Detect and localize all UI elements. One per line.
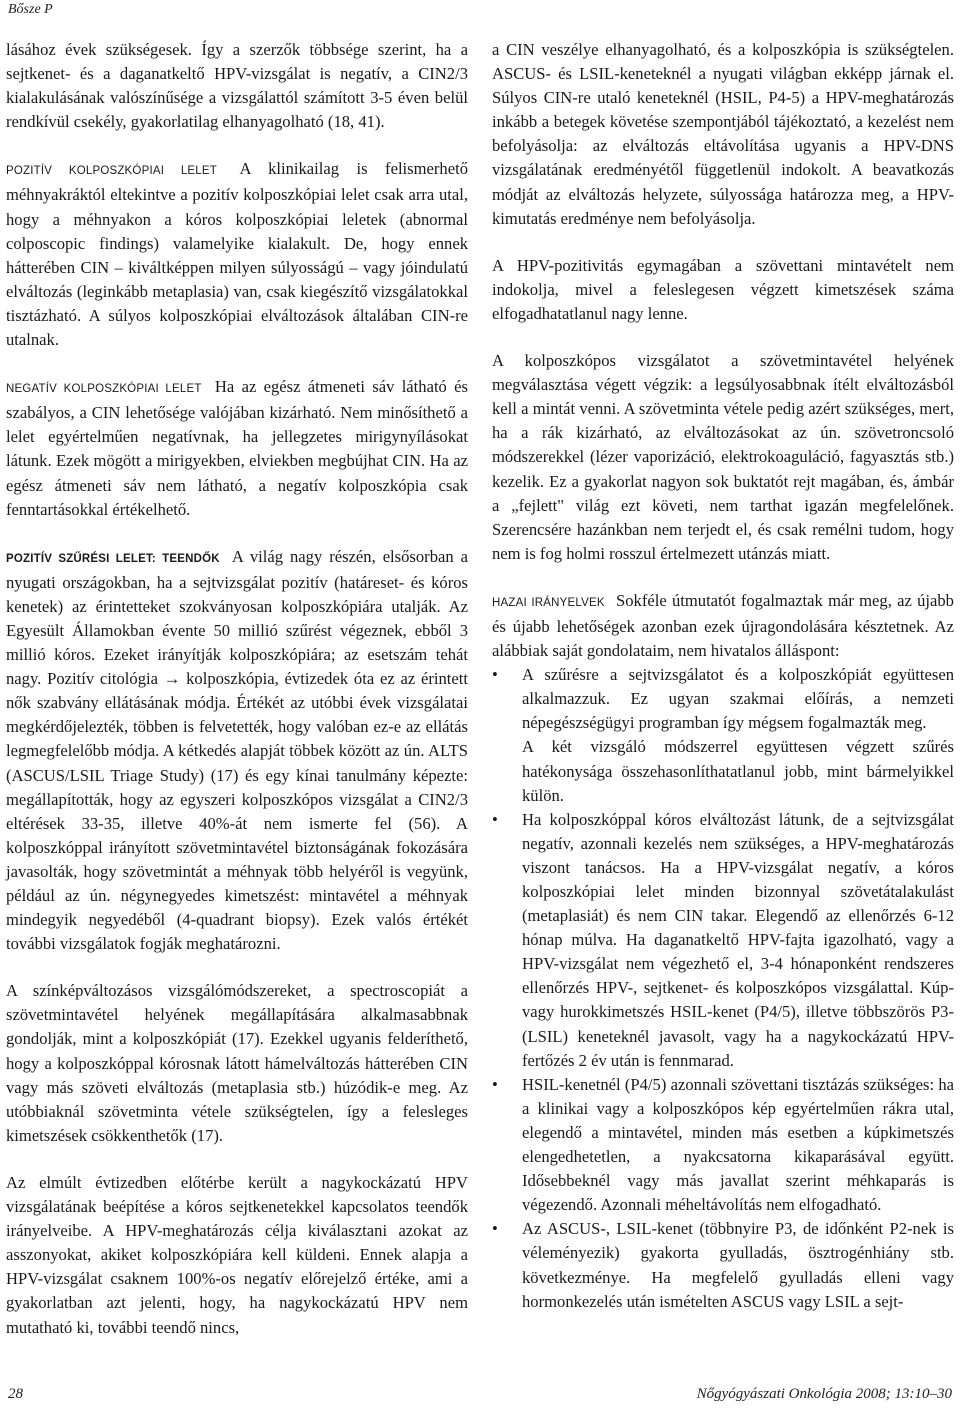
paragraph: A kolposzkópos vizsgálatot a szövetmintavétel helyének megválasztása végett végzik: a legsúlyosabbnak ítélt elváltozásból kell a mintát venni. A szövetminta vétele pedig azért szükséges, mert, ha a rák kizárható, az elváltozásokat az ún. szövetroncsoló módszerekkel (lézer vaporizáció, elektrokoaguláció, fagyasztás stb.) kezelik. Ez a gyakorlat nagyon sok buktatót rejt magában, és, ámbár a „fejlett" világ ezt követi, nem tarthat igazán megfelelőnek. Szerencsére hazánkban nem terjedt el, és csak remélni tudom, hogy nem is fog holmi rosszul értelmezett utánzás miatt. [492,351,954,563]
bullet-icon: • [492,1074,498,1094]
bullet-icon: • [492,665,498,685]
list-item-text: Ha kolposzkóppal kóros elváltozást látunk, de a sejtvizsgálat negatív, azonnali kezelés nem szükséges, a HPV-meghatározás viszont tanácsos. Ha a HPV-vizsgálat negatív, a kóros kolposzkópiai lelet minden bizonnyal szövetátalakulást (metaplasiát) és nem CIN takar. Elegendő az ellenőrzés 6-12 hónap múlva. Ha daganatkeltő HPV-fajta igazolható, vagy a HPV-vizsgálat nem végezhető el, 3-4 hónaponként rendszeres ellenőrzés HPV-, sejtkenet- és kolposzkópos vizsgálattal. Kúp- vagy hurokkimetszés HSIL-kenet (P4/5), illetve többszörös P3- (LSIL) keneteknél javasolt, vagy ha a nagykockázatú HPV-fertőzés 2 év után is fennmarad. [522,809,954,1070]
paragraph: A HPV-pozitivitás egymagában a szövettani mintavételt nem indokolja, mivel a feleslegesen végzett kimetszések száma elfogadhatatlanul nagy lenne. [492,255,954,323]
paragraph: A színképváltozásos vizsgálómódszereket, a spectroscopiát a szövetmintavétel helyének megállapítására alkalmasabbnak gondolják, mint a kolposzkópiát (17). Ezekkel ugyanis felderíthető, hogy a kolposzkóppal kórosnak látott hámelváltozás hátterében CIN vagy más szöveti elváltozás (metaplasia stb.) húzódik-e meg. Az utóbbiaknál szövetminta vétele szükségtelen, így a felesleges kimetszések csökkenthetők (17). [6,981,468,1145]
bullet-icon: • [492,1219,498,1239]
page-number: 28 [8,1386,23,1402]
list-item-text: HSIL-kenetnél (P4/5) azonnali szövettani tisztázás szükséges: ha a klinikai vagy a kolposzkópos kép egyértelműen rákra utal, elegendő a mintavétel, minden más esetben a kúpkimetszés elengedhetetlen, a nyakcsatorna kikaparásával együtt. Idősebbeknél vagy más javallat szerint méhkaparás is végezendő. Azonnali méheltávolítás nem elfogadható. [522,1074,954,1215]
section-heading: HAZAI IRÁNYELVEK [492,596,605,609]
right-column [492,38,954,1314]
list-item-text: A szűrésre a sejtvizsgálatot és a kolposzkópiát együttesen alkalmazzuk. Ez ugyan szakmai előírás, a nemzeti népegészségügyi programban így mégsem fogalmazták meg. [522,665,954,733]
journal-citation: Nőgyógyászati Onkológia 2008; 13:10–30 [696,1386,952,1402]
list-item [492,1073,954,1218]
list-item [492,663,954,808]
section-negative-colposcopy [6,375,468,522]
paragraph: Az elmúlt évtizedben előtérbe került a nagykockázatú HPV vizsgálatának beépítése a kóros sejtkenetekkel kapcsolatos teendők irányelveibe. A HPV-meghatározás célja kiválasztani azokat az asszonyokat, akiket kolposzkópiára kell küldeni. Ennek alapja a HPV-vizsgálat csaknem 100%-os negatív előrejelző értéke, ami a gyakorlatban azt jelenti, hogy, ha nagykockázatú HPV nem mutatható ki, további teendő nincs, [6,1172,468,1337]
section-text: A világ nagy részén, elsősorban a nyugati országokban, ha a sejtvizsgálat pozitív (határeset- és kóros kenetek) az érintetteket szokványosan kolposzkópiára utalják. Az Egyesült Államokban évente 50 millió szűrést végeznek, ebből 3 millió kóros. Ezeket irányítják kolposzkópiára; az esetszám tehát nagy. Pozitív citológia → kolposzkópia, évtizedek óta ez az érintett nők szabvány ellátásának módja. Értékét az utóbbi évek vizsgálatai megkérdőjelezték, többen is felvetették, hogy valóban ez-e az ellátás legmegfelelőbb módja. A kétkedés alapját többek között az ún. ALTS (ASCUS/LSIL Triage Study) (17) és egy kínai tanulmány képezte: megállapították, hogy az egyszeri kolposzkópos vizsgálat a CIN2/3 eltérések 33-35, illetve 40%-át nem ismerte fel (56). A kolposzkóppal irányított szövetmintavétel biztonságának fokozására javasolták, hogy szövetmintát a méhnyak több helyéről is vegyünk, például az ún. négynegyedes kimetszést: mintavétel a méhnyak mindegyik negyedéből (4-quadrant biopsy). Ezek valós értékét további vizsgálatok fogják meghatározni. [6,546,468,954]
guideline-list [492,663,954,1314]
paragraph: lásához évek szükségesek. Így a szerzők többsége szerint, ha a sejtkenet- és a daganatkeltő HPV-vizsgálat is negatív, a CIN2/3 kialakulásának valószínűsége a vizsgálattól számított 3-5 éven belül rendkívül csekély, gyakorlatilag elhanyagolható (18, 41). [6,40,468,132]
section-heading: POZITÍV KOLPOSZKÓPIAI LELET [6,165,217,178]
section-national-guidelines [492,589,954,663]
list-item [492,808,954,1073]
paragraph: a CIN veszélye elhanyagolható, és a kolposzkópia is szükségtelen. ASCUS- és LSIL-keneteknél a nyugati világban ekképp járnak el. Súlyos CIN-re utaló keneteknél (HSIL, P4-5) a HPV-meghatározás inkább a betegek követése szempontjából tájékoztató, a kezelést nem befolyásolja: az elváltozás eltávolítása ugyanis a HPV-DNS vizsgálatának eredményétől függetlenül indokolt. A beavatkozás módját az elváltozás helyzete, súlyossága határozza meg, a HPV-kimutatás eredménye nem befolyásolja. [492,40,954,228]
list-item-text: Az ASCUS-, LSIL-kenet (többnyire P3, de időnként P2-nek is véleményezik) gyakorta gyulladás, ösztrogénhiány stb. következménye. Ha megfelelő gyulladás elleni vagy hormonkezelés után ismételten ASCUS vagy LSIL a sejt- [522,1219,954,1311]
section-positive-screening [6,545,468,957]
section-heading: POZITÍV SZŰRÉSI LELET: TEENDŐK [6,552,220,565]
section-heading: NEGATÍV KOLPOSZKÓPIAI LELET [6,383,202,396]
left-column [6,38,468,1363]
section-text: Sokféle útmutatót fogalmaztak már meg, az újabb és újabb lehetőségek azonban ezek újragondolására késztetnek. Az alábbiak saját gondolataim, nem hivatalos álláspont: [492,590,954,661]
section-text: Ha az egész átmeneti sáv látható és szabályos, a CIN lehetősége valójában kizárható. Nem minősíthető a lelet egyértelműen negatívnak, ha jellegzetes mirigynyílásokat látunk. Ezek mögött a mirigyekben, elviekben megbújhat CIN. Ha az egész átmeneti sáv nem látható, a negatív kolposzkópia csak fenntartásokkal értékelhető. [6,377,468,519]
list-item-subtext: A két vizsgáló módszerrel együttesen végzett szűrés hatékonysága összehasonlíthatatlanul jobb, mint bármelyikkel külön. [522,737,954,805]
section-positive-colposcopy [6,157,468,352]
bullet-icon: • [492,809,498,829]
running-header: Bősze P [8,2,53,17]
section-text: A klinikailag is felismerhető méhnyakráktól eltekintve a pozitív kolposzkópiai lelet csak arra utal, hogy a méhnyakon a kóros kolposzkópiai leletek (abnormal colposcopic findings) valamelyike kialakult. De, hogy ennek hátterében CIN – kiváltképpen milyen súlyosságú – vagy jóindulatú elváltozás (leginkább metaplasia) van, csak kiegészítő vizsgálatokkal tisztázható. A súlyos kolposzkópiai elváltozások általában CIN-re utalnak. [6,159,468,350]
list-item [492,1217,954,1313]
